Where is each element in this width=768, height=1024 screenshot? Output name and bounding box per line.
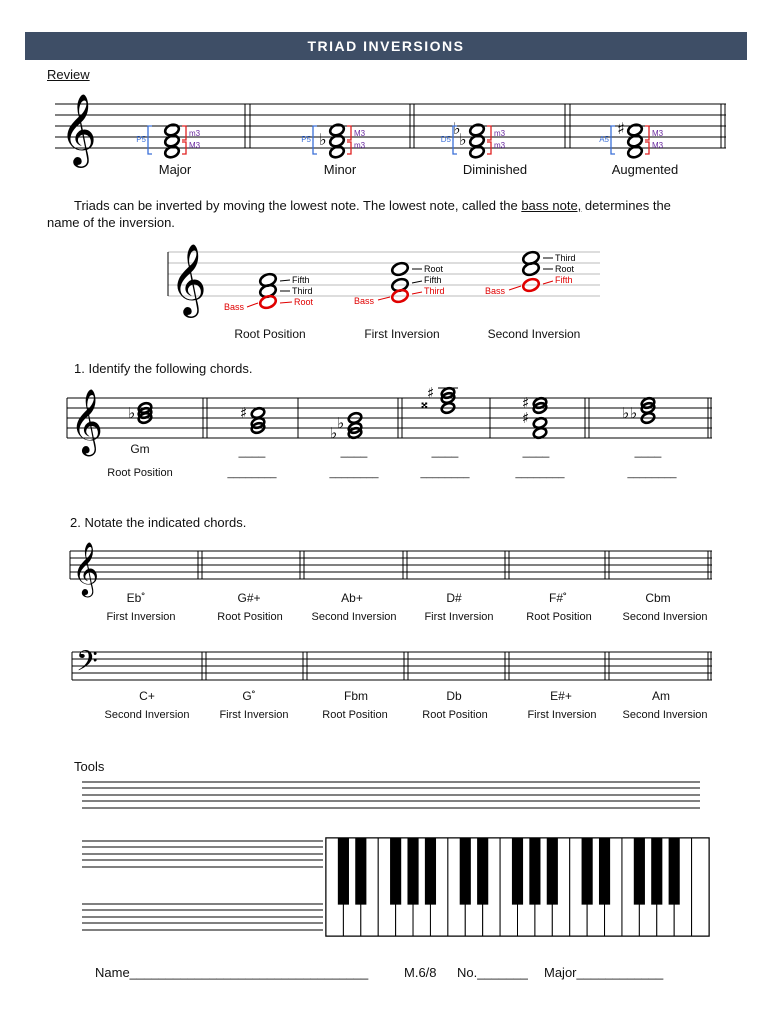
q2-treble-position-6: Second Inversion (622, 611, 708, 623)
treble-clef-icon: 𝄞 (70, 389, 104, 454)
q2-treble-position-5: Root Position (526, 611, 592, 623)
flat-icon: ♭ (330, 424, 338, 442)
q2-treble-chord-4: D# (446, 591, 462, 605)
q2-bass-position-4: Root Position (422, 709, 488, 721)
q2-bass-chord-6: Am (652, 689, 670, 703)
flat-icon: ♭ (453, 119, 461, 138)
treble-clef-icon: 𝄞 (60, 92, 97, 165)
note-label: Third (424, 286, 445, 296)
upper-interval-label: M3 (354, 129, 366, 138)
note-label: Third (292, 286, 313, 296)
review-label-major: Major (158, 162, 192, 177)
note-label: Fifth (292, 275, 310, 285)
black-key (582, 838, 593, 905)
sharp-icon: ♯ (617, 119, 625, 138)
sharp-icon: ♯ (522, 394, 530, 412)
lower-interval-label: M3 (189, 141, 201, 150)
black-key (355, 838, 366, 905)
flat-icon: ♭ (459, 130, 467, 149)
q2-treble-chord-6: Cbm (645, 591, 671, 605)
major-field[interactable]: Major____________ (544, 965, 664, 980)
q2-bass-chord-5: E#+ (550, 689, 572, 703)
q2-treble-chord-5: F#˚ (549, 591, 567, 605)
q2-treble-position-2: Root Position (217, 611, 283, 623)
black-key (651, 838, 662, 905)
white-key (692, 838, 709, 936)
q1-answer-4[interactable]: ____ (431, 444, 459, 458)
note-label: Root (555, 264, 575, 274)
black-key (634, 838, 645, 905)
note-label: Third (555, 253, 576, 263)
note-label: Fifth (555, 275, 573, 285)
black-key (547, 838, 558, 905)
q1-answer-6[interactable]: ____ (634, 444, 662, 458)
bass-label: Bass (485, 286, 506, 296)
q2-treble-position-4: First Inversion (424, 611, 494, 623)
q2-bass-chord-3: Fbm (344, 689, 368, 703)
page-title: TRIAD INVERSIONS (307, 38, 465, 54)
sharp-icon: ♯ (522, 409, 530, 427)
note-label: Root (424, 264, 444, 274)
fifth-interval-label: P5 (301, 135, 311, 144)
q2-treble-chord-1: Eb˚ (126, 591, 146, 605)
inversion-label-root: Root Position (234, 327, 306, 341)
q2-bass-position-3: Root Position (322, 709, 388, 721)
q1-answer-1: Gm (130, 442, 150, 456)
bass-clef-icon: 𝄢 (76, 645, 98, 685)
lower-interval-label: m3 (494, 141, 506, 150)
q2-treble-chord-2: G#+ (237, 591, 261, 605)
intro-line-2: name of the inversion. (47, 215, 175, 230)
q2-treble-position-3: Second Inversion (311, 611, 397, 623)
black-key (390, 838, 401, 905)
flat-icon: ♭ (622, 404, 630, 422)
q2-bass-position-2: First Inversion (219, 709, 289, 721)
number-field[interactable]: No._______ (457, 965, 528, 980)
review-label-minor: Minor (323, 162, 357, 177)
bass-note-term: bass note, (521, 198, 582, 213)
q2-treble-chord-3: Ab+ (341, 591, 363, 605)
q2-bass-position-1: Second Inversion (104, 709, 190, 721)
q2-bass-position-5: First Inversion (527, 709, 597, 721)
black-key (599, 838, 610, 905)
fifth-interval-label: P5 (136, 135, 146, 144)
bass-label: Bass (354, 296, 375, 306)
treble-clef-icon: 𝄞 (72, 541, 100, 595)
name-field[interactable]: Name_________________________________ (95, 965, 369, 980)
fifth-interval-label: D5 (440, 135, 451, 144)
black-key (338, 838, 349, 905)
q2-bass-chord-1: C+ (139, 689, 155, 703)
assignment-code: M.6/8 (404, 965, 437, 980)
upper-interval-label: m3 (494, 129, 506, 138)
upper-interval-label: M3 (652, 129, 664, 138)
note-label: Root (294, 297, 314, 307)
double-sharp-icon: 𝄪 (421, 394, 428, 412)
lower-interval-label: M3 (652, 141, 664, 150)
flat-icon: ♭ (337, 414, 345, 432)
note-label: Fifth (424, 275, 442, 285)
q1-position-1: Root Position (107, 467, 173, 479)
black-key (460, 838, 471, 905)
q1-position-4[interactable]: ________ (420, 467, 470, 479)
q1-position-6[interactable]: ________ (627, 467, 677, 479)
question-1-heading: 1. Identify the following chords. (74, 361, 253, 376)
upper-interval-label: m3 (189, 129, 201, 138)
sharp-icon: ♯ (427, 384, 435, 402)
q2-treble-position-1: First Inversion (106, 611, 176, 623)
flat-icon: ♭ (319, 130, 327, 149)
q1-answer-3[interactable]: ____ (340, 444, 368, 458)
black-key (477, 838, 488, 905)
black-key (669, 838, 680, 905)
tools-heading: Tools (74, 759, 105, 774)
lower-interval-label: m3 (354, 141, 366, 150)
flat-icon: ♭ (630, 404, 638, 422)
fifth-interval-label: A5 (599, 135, 609, 144)
sharp-icon: ♯ (240, 404, 248, 422)
q1-position-5[interactable]: ________ (515, 467, 565, 479)
q2-bass-position-6: Second Inversion (622, 709, 708, 721)
black-key (407, 838, 418, 905)
bass-label: Bass (224, 302, 245, 312)
q1-position-3[interactable]: ________ (329, 467, 379, 479)
q1-answer-2[interactable]: ____ (238, 444, 266, 458)
black-key (425, 838, 436, 905)
intro-text-end: determines the (581, 198, 671, 213)
black-key (529, 838, 540, 905)
q2-bass-chord-2: G˚ (242, 689, 256, 703)
inversion-label-first: First Inversion (364, 327, 440, 341)
intro-text: Triads can be inverted by moving the lowest note. The lowest note, called the (74, 198, 522, 213)
review-label-augmented: Augmented (611, 162, 679, 177)
black-key (512, 838, 523, 905)
inversion-label-second: Second Inversion (487, 327, 581, 341)
question-2-heading: 2. Notate the indicated chords. (70, 515, 247, 530)
treble-clef-icon: 𝄞 (170, 242, 207, 315)
q1-position-2[interactable]: ________ (227, 467, 277, 479)
q2-bass-chord-4: Db (446, 689, 462, 703)
q1-answer-5[interactable]: ____ (522, 444, 550, 458)
review-label-diminished: Diminished (462, 162, 528, 177)
review-heading: Review (47, 67, 90, 82)
flat-icon: ♭ (128, 404, 136, 422)
